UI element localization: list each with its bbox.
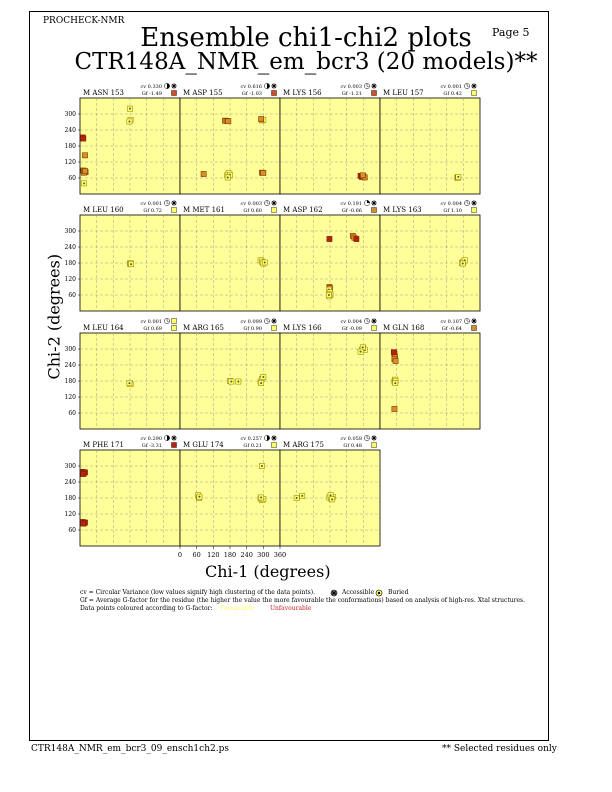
data-point-marker bbox=[261, 465, 263, 467]
buried-icon bbox=[172, 319, 177, 324]
panel-gf-value: Gf 0.90 bbox=[243, 326, 262, 332]
panel-residue-label: M ASP 162 bbox=[283, 206, 323, 214]
y-tick-label: 180 bbox=[64, 378, 76, 385]
data-point-marker bbox=[360, 351, 362, 353]
data-point bbox=[81, 471, 86, 476]
footer-filename: CTR148A_NMR_em_bcr3_09_ensch1ch2.ps bbox=[31, 744, 229, 754]
y-tick-label: 240 bbox=[64, 479, 76, 486]
data-point-marker bbox=[331, 498, 333, 500]
data-point-marker bbox=[260, 496, 262, 498]
cv-clock-icon bbox=[364, 318, 369, 323]
y-tick-label: 60 bbox=[68, 410, 76, 417]
cv-clock-icon bbox=[464, 83, 469, 88]
accessible-icon bbox=[171, 200, 177, 206]
page-subtitle: CTR148A_NMR_em_bcr3 (20 models)** bbox=[74, 49, 538, 75]
panel-residue-label: M LYS 156 bbox=[283, 89, 322, 97]
gf-colour-square bbox=[172, 443, 177, 448]
data-point-marker bbox=[462, 263, 464, 265]
data-point bbox=[201, 171, 206, 176]
legend-unfavourable-label: Unfavourable bbox=[270, 605, 312, 612]
accessible-icon bbox=[371, 83, 377, 89]
data-point-marker bbox=[362, 346, 364, 348]
accessible-icon bbox=[471, 200, 477, 206]
gf-colour-square bbox=[172, 208, 177, 213]
panel-cv-value: cv 0.107 bbox=[440, 319, 462, 325]
panel-m-lys-163 bbox=[380, 200, 480, 311]
data-point-marker bbox=[296, 497, 298, 499]
x-tick-label: 180 bbox=[223, 551, 237, 559]
panel-cv-value: cv 0.001 bbox=[440, 84, 462, 90]
page-title: Ensemble chi1-chi2 plots bbox=[140, 23, 472, 53]
panel-residue-label: M ARG 175 bbox=[283, 441, 324, 449]
panel-m-lys-156 bbox=[280, 83, 380, 194]
data-point-marker bbox=[128, 120, 130, 122]
panel-residue-label: M ARG 165 bbox=[183, 324, 224, 332]
data-point bbox=[82, 168, 87, 173]
y-tick-label: 120 bbox=[64, 394, 76, 401]
panel-residue-label: M LEU 160 bbox=[83, 206, 124, 214]
panel-m-arg-175 bbox=[280, 435, 380, 546]
y-tick-label: 180 bbox=[64, 495, 76, 502]
data-point-marker bbox=[227, 176, 229, 178]
accessible-icon bbox=[471, 318, 477, 324]
cv-quarter-icon bbox=[364, 200, 369, 205]
legend-cv-definition: cv = Circular Variance (low values signify high clustering of the data points). bbox=[80, 589, 315, 596]
panel-gf-value: Gf 0.21 bbox=[243, 443, 262, 449]
panel-cv-value: cv 0.004 bbox=[340, 319, 362, 325]
panel-gf-value: Gf -1.21 bbox=[341, 91, 362, 97]
gf-colour-square bbox=[472, 326, 477, 331]
panel-residue-label: M LYS 166 bbox=[283, 324, 322, 332]
panel-m-gln-168 bbox=[380, 318, 480, 429]
accessible-icon bbox=[471, 83, 477, 89]
x-tick-label: 60 bbox=[192, 551, 201, 559]
panel-residue-label: M LEU 157 bbox=[383, 89, 424, 97]
y-tick-label: 180 bbox=[64, 143, 76, 150]
data-point-marker bbox=[301, 495, 303, 497]
cv-half-icon bbox=[164, 435, 169, 440]
panel-residue-label: M ASN 153 bbox=[83, 89, 124, 97]
legend-colour-definition: Data points coloured according to G-factor: bbox=[80, 605, 213, 612]
gf-colour-square bbox=[172, 326, 177, 331]
panel-gf-value: Gf 0.72 bbox=[143, 208, 162, 214]
data-point-marker bbox=[457, 176, 459, 178]
x-axis-label: Chi-1 (degrees) bbox=[205, 562, 331, 581]
cv-clock-icon bbox=[464, 318, 469, 323]
panel-gf-value: Gf -3.31 bbox=[141, 443, 162, 449]
data-point-marker bbox=[237, 381, 239, 383]
y-tick-label: 60 bbox=[68, 527, 76, 534]
gf-colour-square bbox=[272, 208, 277, 213]
panel-gf-value: Gf 1.10 bbox=[443, 208, 462, 214]
data-point-marker bbox=[129, 108, 131, 110]
panel-cv-value: cv 0.290 bbox=[140, 436, 162, 442]
y-tick-label: 300 bbox=[64, 111, 76, 118]
cv-clock-icon bbox=[364, 435, 369, 440]
data-point bbox=[259, 116, 264, 121]
accessible-icon bbox=[371, 435, 377, 441]
accessible-icon bbox=[271, 200, 277, 206]
panel-gf-value: Gf -0.64 bbox=[441, 326, 462, 332]
panel-gf-value: Gf -1.49 bbox=[141, 91, 162, 97]
legend-buried-icon bbox=[375, 589, 383, 597]
panel-m-leu-160 bbox=[65, 200, 180, 311]
data-point-marker bbox=[264, 261, 266, 263]
panel-gf-value: Gf -1.03 bbox=[241, 91, 262, 97]
data-point bbox=[392, 406, 397, 411]
accessible-icon bbox=[171, 435, 177, 441]
data-point bbox=[354, 236, 359, 241]
panel-gf-value: Gf 0.48 bbox=[343, 443, 362, 449]
data-point bbox=[82, 153, 87, 158]
panel-cv-value: cv 0.257 bbox=[240, 436, 262, 442]
data-point bbox=[261, 170, 266, 175]
panel-m-asn-153 bbox=[65, 83, 180, 194]
y-tick-label: 120 bbox=[64, 511, 76, 518]
data-point bbox=[360, 173, 365, 178]
cv-clock-icon bbox=[364, 83, 369, 88]
panel-cv-value: cv 0.003 bbox=[340, 84, 362, 90]
data-point bbox=[226, 119, 231, 124]
panel-residue-label: M PHE 171 bbox=[83, 441, 124, 449]
data-point-marker bbox=[328, 294, 330, 296]
data-point-marker bbox=[230, 381, 232, 383]
panel-residue-label: M LEU 164 bbox=[83, 324, 124, 332]
data-point-marker bbox=[262, 376, 264, 378]
gf-colour-square bbox=[472, 208, 477, 213]
gf-colour-square bbox=[272, 326, 277, 331]
panel-residue-label: M ASP 155 bbox=[183, 89, 223, 97]
panel-cv-value: cv 0.003 bbox=[240, 201, 262, 207]
data-point bbox=[391, 350, 396, 355]
y-tick-label: 240 bbox=[64, 127, 76, 134]
cv-half-icon bbox=[264, 83, 269, 88]
panel-residue-label: M MET 161 bbox=[183, 206, 225, 214]
panel-m-phe-171 bbox=[65, 435, 180, 546]
y-axis-label: Chi-2 (degrees) bbox=[44, 253, 64, 380]
panel-cv-value: cv 0.330 bbox=[140, 84, 162, 90]
gf-colour-square bbox=[372, 208, 377, 213]
x-tick-label: 300 bbox=[257, 551, 270, 559]
panel-cv-value: cv 0.058 bbox=[340, 436, 362, 442]
y-tick-label: 300 bbox=[64, 346, 76, 353]
panel-m-glu-174 bbox=[180, 435, 280, 546]
panel-m-lys-166 bbox=[280, 318, 380, 429]
x-tick-label: 240 bbox=[240, 551, 253, 559]
panel-cv-value: cv 0.001 bbox=[140, 201, 162, 207]
panel-m-leu-164 bbox=[65, 318, 180, 429]
data-point-marker bbox=[198, 496, 200, 498]
y-tick-label: 120 bbox=[64, 276, 76, 283]
cv-half-icon bbox=[264, 435, 269, 440]
y-tick-label: 240 bbox=[64, 244, 76, 251]
gf-colour-square bbox=[372, 326, 377, 331]
accessible-icon bbox=[271, 83, 277, 89]
gf-colour-square bbox=[272, 91, 277, 96]
gf-colour-square bbox=[472, 91, 477, 96]
y-tick-label: 60 bbox=[68, 292, 76, 299]
program-name: PROCHECK-NMR bbox=[43, 16, 125, 26]
x-tick-label: 360 bbox=[273, 551, 287, 559]
y-tick-label: 300 bbox=[64, 228, 76, 235]
gf-colour-square bbox=[372, 91, 377, 96]
panel-m-leu-157 bbox=[380, 83, 480, 194]
cv-clock-icon bbox=[264, 200, 269, 205]
data-point bbox=[327, 236, 332, 241]
data-point-marker bbox=[330, 494, 332, 496]
cv-half-icon bbox=[164, 83, 169, 88]
page-number: Page 5 bbox=[492, 26, 530, 39]
legend-gf-definition: Gf = Average G-factor for the residue (the higher the value the more favourable the conformations) based on analysis of high-res. Xtal structures. bbox=[80, 597, 526, 604]
panel-cv-value: cv 0.191 bbox=[340, 201, 362, 207]
panel-cv-value: cv 0.099 bbox=[240, 319, 262, 325]
data-point bbox=[81, 136, 86, 141]
panel-residue-label: M GLN 168 bbox=[383, 324, 425, 332]
panel-m-arg-165 bbox=[180, 318, 280, 429]
panel-gf-value: Gf 0.69 bbox=[143, 326, 162, 332]
panel-m-asp-162 bbox=[280, 200, 380, 311]
cv-clock-icon bbox=[164, 200, 169, 205]
y-tick-label: 240 bbox=[64, 362, 76, 369]
panel-cv-value: cv 0.616 bbox=[240, 84, 262, 90]
panel-gf-value: Gf 0.42 bbox=[443, 91, 462, 97]
gf-colour-square bbox=[172, 91, 177, 96]
data-point-marker bbox=[83, 182, 85, 184]
cv-clock-icon bbox=[164, 318, 169, 323]
data-point-marker bbox=[128, 382, 130, 384]
y-tick-label: 60 bbox=[68, 175, 76, 182]
accessible-icon bbox=[271, 318, 277, 324]
footer-selected-note: ** Selected residues only bbox=[442, 744, 557, 754]
panel-gf-value: Gf -0.09 bbox=[341, 326, 362, 332]
data-point bbox=[81, 521, 86, 526]
legend-accessible-label: Accessible bbox=[342, 589, 374, 596]
data-point-marker bbox=[260, 382, 262, 384]
data-point-marker bbox=[394, 382, 396, 384]
legend-favourable-label: Favourable bbox=[220, 605, 254, 612]
y-tick-label: 120 bbox=[64, 159, 76, 166]
data-point bbox=[393, 358, 398, 363]
data-point-marker bbox=[130, 263, 132, 265]
cv-clock-icon bbox=[464, 200, 469, 205]
accessible-icon bbox=[171, 83, 177, 89]
panel-m-asp-155 bbox=[180, 83, 280, 194]
x-tick-label: 0 bbox=[177, 551, 183, 559]
legend-buried-label: Buried bbox=[388, 589, 409, 596]
panel-m-met-161 bbox=[180, 200, 280, 311]
legend-accessible-icon bbox=[330, 589, 338, 597]
panel-gf-value: Gf 0.60 bbox=[243, 208, 262, 214]
y-tick-label: 180 bbox=[64, 260, 76, 267]
accessible-icon bbox=[271, 435, 277, 441]
gf-colour-square bbox=[272, 443, 277, 448]
gf-colour-square bbox=[372, 443, 377, 448]
panel-cv-value: cv 0.001 bbox=[140, 319, 162, 325]
x-tick-label: 120 bbox=[207, 551, 220, 559]
y-tick-label: 300 bbox=[64, 463, 76, 470]
panel-residue-label: M GLU 174 bbox=[183, 441, 224, 449]
accessible-icon bbox=[371, 200, 377, 206]
accessible-icon bbox=[371, 318, 377, 324]
panel-residue-label: M LYS 163 bbox=[383, 206, 422, 214]
panel-gf-value: Gf -0.66 bbox=[341, 208, 362, 214]
panel-cv-value: cv 0.004 bbox=[440, 201, 462, 207]
cv-clock-icon bbox=[264, 318, 269, 323]
